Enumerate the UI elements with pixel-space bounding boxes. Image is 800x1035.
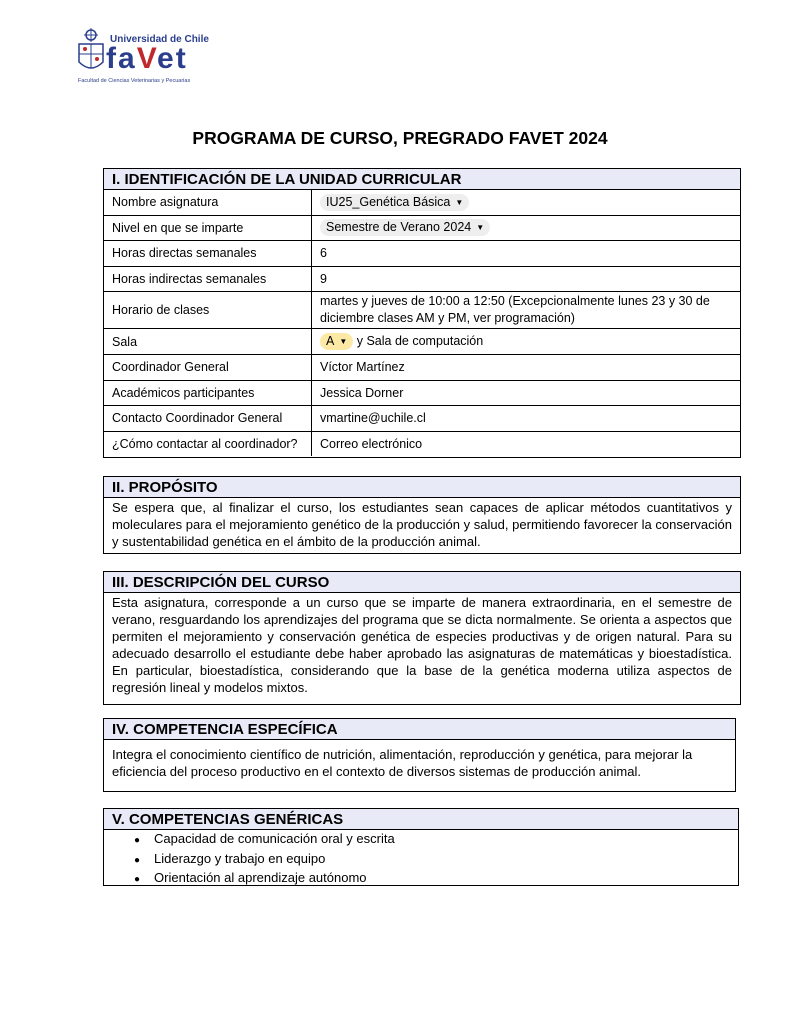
faculty-name: Facultad de Ciencias Veterinarias y Pecuarias — [78, 78, 191, 84]
descripcion-section — [103, 571, 741, 705]
row-label: Sala — [104, 329, 312, 355]
row-label: Horas indirectas semanales — [104, 266, 312, 292]
favet-logo — [76, 28, 226, 88]
row-label: Académicos participantes — [104, 380, 312, 406]
descripcion-heading: III. DESCRIPCIÓN DEL CURSO — [104, 572, 740, 593]
competencias-genericas-section — [103, 808, 739, 886]
row-value: Víctor Martínez — [312, 354, 741, 380]
table-row — [104, 190, 740, 215]
table-row — [104, 329, 740, 355]
page-title: PROGRAMA DE CURSO, PREGRADO FAVET 2024 — [192, 128, 608, 148]
row-label: Horario de clases — [104, 292, 312, 329]
list-item: ● Orientación al aprendizaje autónomo — [134, 869, 738, 889]
proposito-text: Se espera que, al finalizar el curso, los estudiantes sean capaces de aplicar métodos cuantitativos y moleculares para el mejoramiento genético de la producción y salud, permitiendo favorecer la conservación y sustentabilidad genética en el ámbito de la producción animal. — [112, 500, 732, 549]
identificacion-table — [104, 190, 740, 456]
chevron-down-icon: ▼ — [476, 223, 485, 233]
sala-dropdown[interactable]: A ▼ — [320, 333, 353, 350]
table-row — [104, 215, 740, 241]
identificacion-section — [103, 168, 741, 458]
chevron-down-icon: ▼ — [455, 197, 464, 207]
row-value: martes y jueves de 10:00 a 12:50 (Excepcionalmente lunes 23 y 30 de diciembre clases AM y PM, ver programación) — [312, 292, 741, 329]
row-value: A ▼ y Sala de computación — [312, 329, 741, 355]
descripcion-text: Esta asignatura, corresponde a un curso que se imparte de manera extraordinaria, en el semestre de verano, resguardando los aprendizajes del programa que se dicta normalmente. Se orienta a aspectos que permiten el mejoramiento y conservación genética de especies productivas y de origen natural. Para su adecuado desarrollo el estudiante debe haber aprobado las asignaturas de matemáticas y bioestadística. En particular, bioestadística, considerando que la base de la genética moderna utiliza aspectos de regresión lineal y modelos mixtos. — [112, 595, 732, 695]
row-label: Nombre asignatura — [104, 190, 312, 215]
row-value: vmartine@uchile.cl — [312, 406, 741, 432]
table-row — [104, 241, 740, 267]
row-value: 6 — [312, 241, 741, 267]
table-row — [104, 292, 740, 329]
identificacion-heading: I. IDENTIFICACIÓN DE LA UNIDAD CURRICULAR — [104, 169, 740, 190]
competencias-genericas-heading: V. COMPETENCIAS GENÉRICAS — [104, 809, 738, 830]
competencia-especifica-heading: IV. COMPETENCIA ESPECÍFICA — [104, 719, 735, 740]
table-row — [104, 406, 740, 432]
university-name: Universidad de Chile — [110, 34, 209, 45]
nivel-dropdown[interactable]: Semestre de Verano 2024 ▼ — [320, 219, 490, 236]
row-label: Nivel en que se imparte — [104, 215, 312, 241]
chevron-down-icon: ▼ — [339, 337, 348, 347]
row-label: Coordinador General — [104, 354, 312, 380]
row-value: Jessica Dorner — [312, 380, 741, 406]
row-label: Contacto Coordinador General — [104, 406, 312, 432]
list-item: ● Capacidad de comunicación oral y escrita — [134, 830, 738, 850]
table-row — [104, 380, 740, 406]
row-value — [312, 215, 741, 241]
proposito-section — [103, 476, 741, 554]
competencia-especifica-text: Integra el conocimiento científico de nutrición, alimentación, reproducción y genética, para mejorar la eficiencia del proceso productivo en el contexto de diversos sistemas de producción animal. — [112, 747, 693, 779]
university-crest-icon — [76, 28, 106, 76]
competencias-list — [104, 830, 738, 889]
row-value — [312, 190, 741, 215]
row-value: 9 — [312, 266, 741, 292]
table-row — [104, 354, 740, 380]
list-item: ● Liderazgo y trabajo en equipo — [134, 850, 738, 870]
row-label: ¿Cómo contactar al coordinador? — [104, 431, 312, 456]
competencia-especifica-section — [103, 718, 736, 792]
asignatura-dropdown[interactable]: IU25_Genética Básica ▼ — [320, 194, 469, 211]
row-label: Horas directas semanales — [104, 241, 312, 267]
table-row — [104, 266, 740, 292]
table-row — [104, 431, 740, 456]
row-value: Correo electrónico — [312, 431, 741, 456]
proposito-heading: II. PROPÓSITO — [104, 477, 740, 498]
favet-wordmark: faVet — [106, 42, 188, 75]
